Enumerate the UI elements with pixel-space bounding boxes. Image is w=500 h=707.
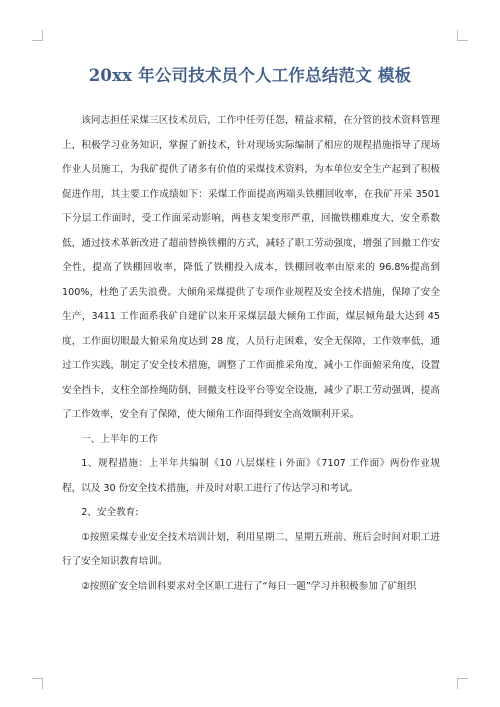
page-corner-mark-bottom-right: [457, 678, 468, 689]
page-corner-mark-top-left: [32, 30, 43, 41]
paragraph-regulations: 1、规程措施：上半年共编制《10 八层煤柱 i 外面》《7107 工作面》两份作业规程，以及 30 份安全技术措施，并及时对职工进行了传达学习和考试。: [62, 458, 440, 494]
section-heading-first-half: 一、上半年的工作: [81, 433, 158, 445]
page-corner-mark-bottom-left: [32, 678, 43, 689]
page-corner-mark-top-right: [457, 30, 468, 41]
document-body: [62, 109, 440, 599]
paragraph-daily-question: ②按照矿安全培训科要求对全区职工进行了“每日一题”学习并积极参加了矿组织: [81, 580, 417, 592]
document-title: 20xx 年公司技术员个人工作总结范文 模板: [88, 66, 412, 85]
paragraph-safety-education-heading: 2、安全教育:: [81, 507, 139, 518]
paragraph-intro: 该同志担任采煤三区技术员后，工作中任劳任怨，精益求精，在分管的技术资料管理上，积极学习业务知识，掌握了新技术，针对现场实际编制了相应的规程措施指导了现场作业人员施工，为我矿提供了诸多有价值的采煤技术资料，为本单位安全生产起到了积极促进作用，其主要工作成绩如下：采煤工作面提高两端头铁棚回收率，在我矿开采 3501 下分层工作面时，受工作面采动影响，两巷支架变形严重，回撤铁棚难度大，安全系数低，通过技术革新改进了超前替换铁棚的方式，减轻了职工劳动强度，增强了回撤工作安全性，提高了铁棚回收率，降低了铁棚投入成本，铁棚回收率由原来的 96.8%提高到 100%，杜绝了丢失浪费。大倾角采煤提供了专项作业规程及安全技术措施，保障了安全生产，3411 工作面系我矿自建矿以来开采煤层最大倾角工作面，煤层倾角最大达到 45 度，工作面切眼最大俯采角度达到 28 度，人员行走困难，安全无保障，工作效率低，通过工作实践，制定了安全技术措施，调整了工作面推采角度，减小工作面俯采角度，设置安全挡卡，支柱全部拴绳防倒，回撤支柱设平台等安全设施，减少了职工劳动强调，提高了工作效率，安全有了保障，使大倾角工作面得到安全高效顺利开采。: [62, 115, 440, 420]
paragraph-training-plan: ①按照采煤专业安全技术培训计划，利用星期二、星期五班前、班后会时间对职工进行了安全知识教育培训。: [62, 531, 440, 567]
